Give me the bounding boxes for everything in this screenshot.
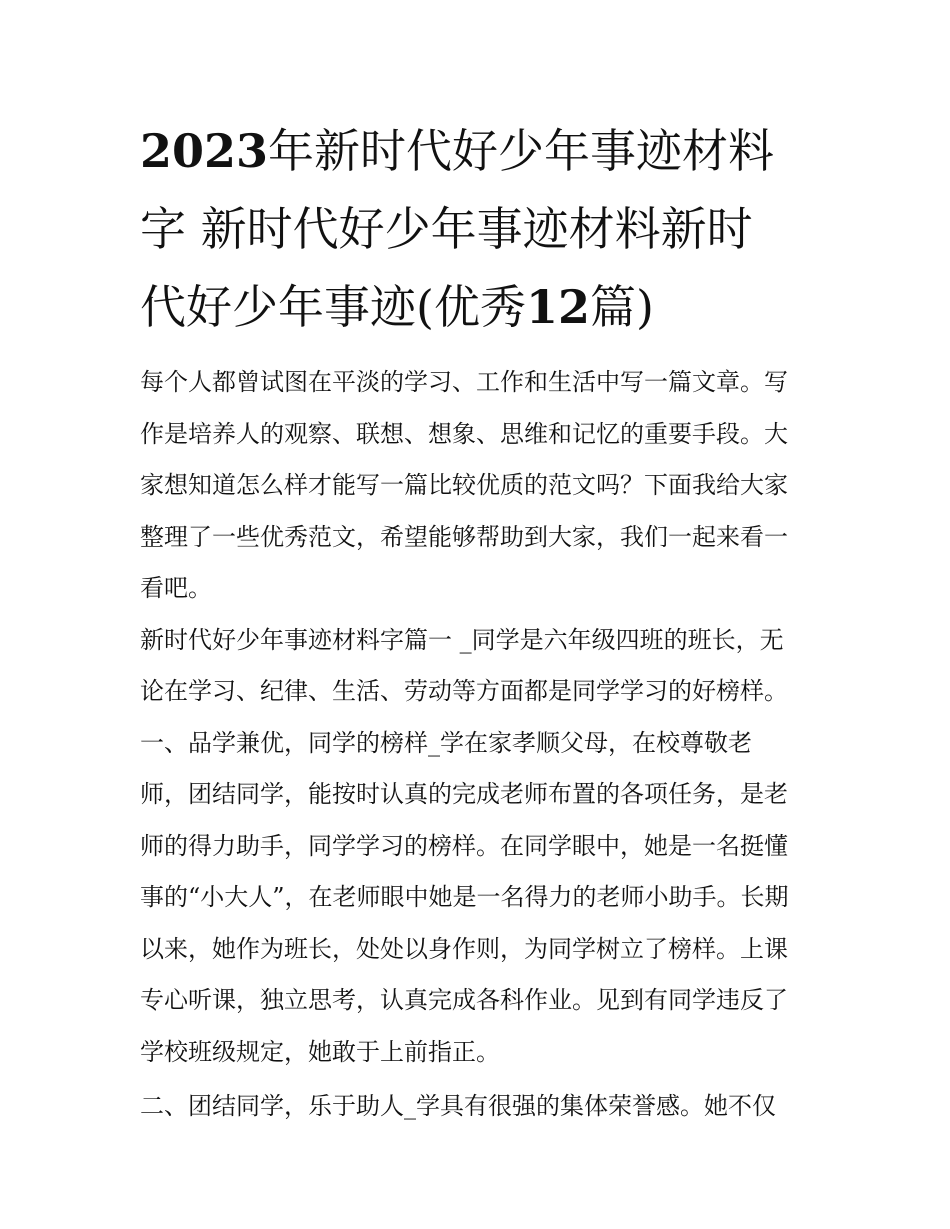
intro-line-3: 家想知道怎么样才能写一篇比较优质的范文吗？下面我给大家 — [140, 471, 788, 499]
point-one-line-2: 师，团结同学，能按时认真的完成老师布置的各项任务，是老 — [140, 780, 788, 808]
point-one-line-5: 以来，她作为班长，处处以身作则，为同学树立了榜样。上课 — [140, 934, 788, 963]
point-two-line-1: 二、团结同学，乐于助人_学具有很强的集体荣誉感。她不仅 — [140, 1092, 776, 1120]
point-one-line-7: 学校班级规定，她敢于上前指正。 — [140, 1037, 500, 1066]
intro-line-2: 作是培养人的观察、联想、想象、思维和记忆的重要手段。大 — [140, 419, 788, 448]
document-title — [140, 112, 820, 346]
section-one-line-2: 论在学习、纪律、生活、劳动等方面都是同学学习的好榜样。 — [140, 677, 788, 705]
point-one-line-6: 专心听课，独立思考，认真完成各科作业。见到有同学违反了 — [140, 986, 788, 1014]
point-one-line-1: 一、品学兼优，同学的榜样_学在家孝顺父母，在校尊敬老 — [140, 728, 752, 757]
title-line-3: 代好少年事迹(优秀12篇) — [140, 280, 654, 334]
intro-line-5: 看吧。 — [140, 574, 212, 602]
intro-line-1: 每个人都曾试图在平淡的学习、工作和生活中写一篇文章。写 — [140, 368, 788, 396]
section-one-line-1: 新时代好少年事迹材料字篇一 _同学是六年级四班的班长，无 — [140, 625, 784, 654]
point-one-line-4: 事的“小大人”，在老师眼中她是一名得力的老师小助手。长期 — [140, 883, 789, 911]
point-one-line-3: 师的得力助手，同学学习的榜样。在同学眼中，她是一名挺懂 — [140, 831, 788, 860]
title-line-2: 字 新时代好少年事迹材料新时 — [140, 202, 753, 256]
title-line-1: 2023年新时代好少年事迹材料 — [140, 124, 775, 178]
document-body — [140, 357, 830, 1133]
intro-line-4: 整理了一些优秀范文，希望能够帮助到大家，我们一起来看一 — [140, 522, 788, 551]
